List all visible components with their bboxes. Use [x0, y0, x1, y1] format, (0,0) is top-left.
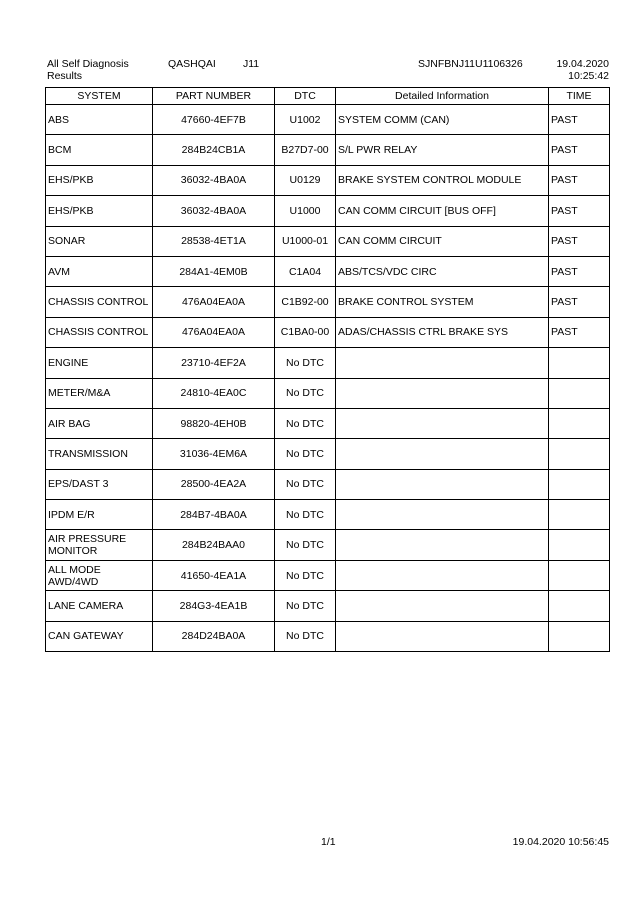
column-header-system: SYSTEM [46, 88, 153, 105]
system-cell: IPDM E/R [46, 500, 153, 530]
vin-number: SJNFBNJ11U1106326 [418, 58, 523, 70]
model-code: J11 [243, 58, 260, 70]
dtc-cell: No DTC [275, 530, 336, 560]
table-row [46, 560, 610, 590]
time-cell: PAST [549, 256, 610, 286]
detailed-information-cell [336, 621, 549, 651]
detailed-information-cell: CAN COMM CIRCUIT [BUS OFF] [336, 196, 549, 226]
detailed-information-cell [336, 530, 549, 560]
detailed-information-cell [336, 408, 549, 438]
time-cell: PAST [549, 287, 610, 317]
dtc-cell: C1A04 [275, 256, 336, 286]
detailed-information-cell: S/L PWR RELAY [336, 135, 549, 165]
table-row [46, 378, 610, 408]
part-number-cell: 284G3-4EA1B [153, 591, 275, 621]
dtc-cell: No DTC [275, 621, 336, 651]
detailed-information-cell: ABS/TCS/VDC CIRC [336, 256, 549, 286]
time-cell [549, 530, 610, 560]
system-cell: AIR BAG [46, 408, 153, 438]
part-number-cell: 36032-4BA0A [153, 165, 275, 195]
time-cell [549, 500, 610, 530]
dtc-cell: No DTC [275, 500, 336, 530]
part-number-cell: 284B7-4BA0A [153, 500, 275, 530]
system-cell: BCM [46, 135, 153, 165]
time-cell [549, 439, 610, 469]
report-time: 10:25:42 [568, 70, 609, 82]
system-cell: EHS/PKB [46, 165, 153, 195]
detailed-information-cell [336, 439, 549, 469]
system-cell: CHASSIS CONTROL [46, 317, 153, 347]
column-header-detailed-information: Detailed Information [336, 88, 549, 105]
system-cell: AIR PRESSURE MONITOR [46, 530, 153, 560]
diagnosis-table [45, 87, 610, 652]
time-cell: PAST [549, 165, 610, 195]
system-cell: LANE CAMERA [46, 591, 153, 621]
detailed-information-cell: BRAKE SYSTEM CONTROL MODULE [336, 165, 549, 195]
detailed-information-cell [336, 348, 549, 378]
time-cell [549, 348, 610, 378]
detailed-information-cell: SYSTEM COMM (CAN) [336, 105, 549, 135]
time-cell: PAST [549, 135, 610, 165]
detailed-information-cell [336, 560, 549, 590]
detailed-information-cell: BRAKE CONTROL SYSTEM [336, 287, 549, 317]
dtc-cell: U1000 [275, 196, 336, 226]
vehicle-model: QASHQAI [168, 58, 216, 70]
dtc-cell: B27D7-00 [275, 135, 336, 165]
time-cell [549, 469, 610, 499]
system-cell: EHS/PKB [46, 196, 153, 226]
table-row [46, 469, 610, 499]
report-datetime [556, 58, 609, 82]
dtc-cell: C1B92-00 [275, 287, 336, 317]
time-cell: PAST [549, 317, 610, 347]
part-number-cell: 284D24BA0A [153, 621, 275, 651]
time-cell [549, 591, 610, 621]
system-cell: ABS [46, 105, 153, 135]
dtc-cell: No DTC [275, 378, 336, 408]
part-number-cell: 476A04EA0A [153, 287, 275, 317]
part-number-cell: 284A1-4EM0B [153, 256, 275, 286]
system-cell: SONAR [46, 226, 153, 256]
system-cell: CAN GATEWAY [46, 621, 153, 651]
table-row [46, 348, 610, 378]
page-number: 1/1 [321, 836, 336, 848]
table-header-row [46, 88, 610, 105]
detailed-information-cell [336, 378, 549, 408]
table-row [46, 439, 610, 469]
time-cell [549, 378, 610, 408]
detailed-information-cell [336, 469, 549, 499]
table-row [46, 226, 610, 256]
table-row [46, 621, 610, 651]
detailed-information-cell [336, 500, 549, 530]
detailed-information-cell [336, 591, 549, 621]
system-cell: AVM [46, 256, 153, 286]
column-header-part-number: PART NUMBER [153, 88, 275, 105]
column-header-dtc: DTC [275, 88, 336, 105]
time-cell [549, 560, 610, 590]
report-date: 19.04.2020 [556, 58, 609, 70]
table-row [46, 165, 610, 195]
time-cell [549, 621, 610, 651]
part-number-cell: 28500-4EA2A [153, 469, 275, 499]
part-number-cell: 284B24CB1A [153, 135, 275, 165]
dtc-cell: U1002 [275, 105, 336, 135]
table-row [46, 256, 610, 286]
part-number-cell: 284B24BAA0 [153, 530, 275, 560]
report-title: All Self Diagnosis Results [47, 58, 129, 82]
dtc-cell: U1000-01 [275, 226, 336, 256]
dtc-cell: No DTC [275, 348, 336, 378]
time-cell: PAST [549, 226, 610, 256]
detailed-information-cell: CAN COMM CIRCUIT [336, 226, 549, 256]
time-cell: PAST [549, 196, 610, 226]
table-row [46, 287, 610, 317]
system-cell: TRANSMISSION [46, 439, 153, 469]
system-cell: ALL MODE AWD/4WD [46, 560, 153, 590]
table-body [46, 105, 610, 652]
part-number-cell: 23710-4EF2A [153, 348, 275, 378]
column-header-time: TIME [549, 88, 610, 105]
system-cell: ENGINE [46, 348, 153, 378]
table-row [46, 105, 610, 135]
table-row [46, 317, 610, 347]
table-row [46, 196, 610, 226]
system-cell: METER/M&A [46, 378, 153, 408]
table-row [46, 408, 610, 438]
dtc-cell: No DTC [275, 408, 336, 438]
time-cell: PAST [549, 105, 610, 135]
system-cell: EPS/DAST 3 [46, 469, 153, 499]
table-row [46, 591, 610, 621]
dtc-cell: No DTC [275, 560, 336, 590]
part-number-cell: 31036-4EM6A [153, 439, 275, 469]
dtc-cell: C1BA0-00 [275, 317, 336, 347]
part-number-cell: 47660-4EF7B [153, 105, 275, 135]
part-number-cell: 28538-4ET1A [153, 226, 275, 256]
dtc-cell: No DTC [275, 591, 336, 621]
part-number-cell: 36032-4BA0A [153, 196, 275, 226]
dtc-cell: No DTC [275, 469, 336, 499]
part-number-cell: 41650-4EA1A [153, 560, 275, 590]
part-number-cell: 476A04EA0A [153, 317, 275, 347]
table-row [46, 500, 610, 530]
detailed-information-cell: ADAS/CHASSIS CTRL BRAKE SYS [336, 317, 549, 347]
dtc-cell: No DTC [275, 439, 336, 469]
part-number-cell: 98820-4EH0B [153, 408, 275, 438]
table-row [46, 135, 610, 165]
printed-timestamp: 19.04.2020 10:56:45 [512, 836, 609, 848]
time-cell [549, 408, 610, 438]
system-cell: CHASSIS CONTROL [46, 287, 153, 317]
part-number-cell: 24810-4EA0C [153, 378, 275, 408]
table-row [46, 530, 610, 560]
dtc-cell: U0129 [275, 165, 336, 195]
